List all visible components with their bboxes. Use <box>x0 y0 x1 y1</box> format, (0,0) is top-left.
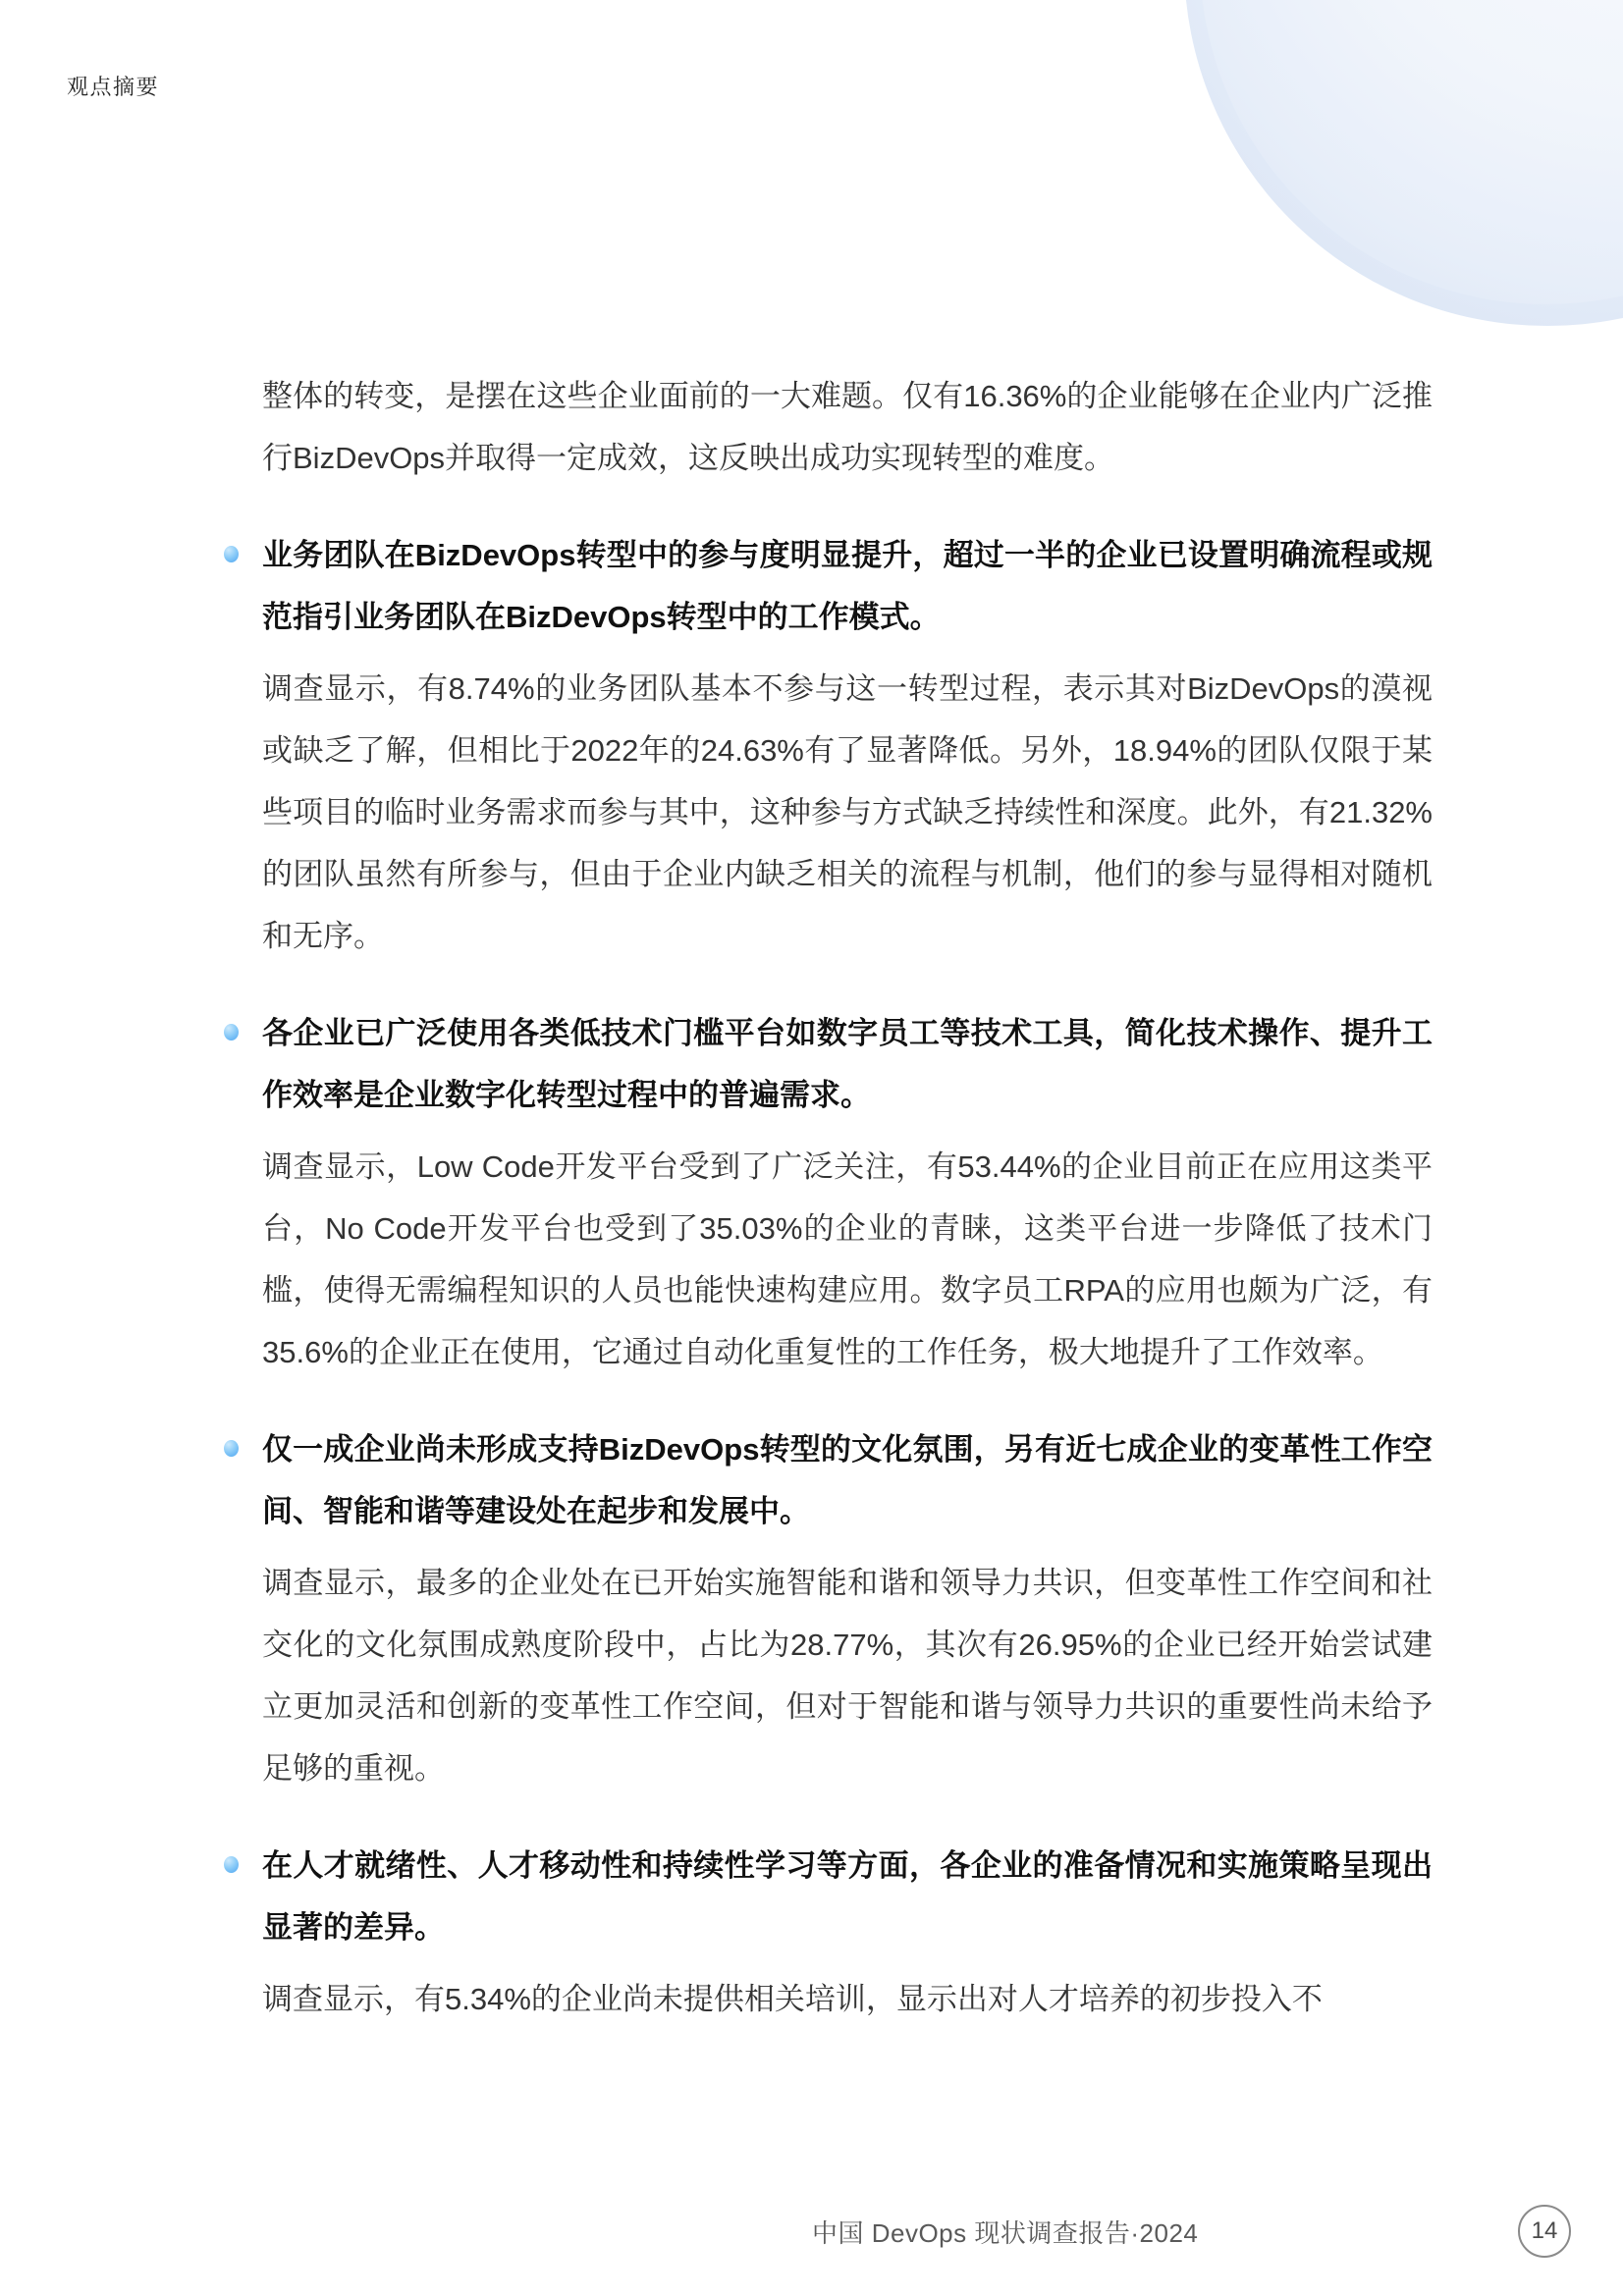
bullet-headline: 各企业已广泛使用各类低技术门槛平台如数字员工等技术工具，简化技术操作、提升工作效率是企业数字化转型过程中的普遍需求。 <box>262 1016 1433 1112</box>
bullet-body: 调查显示，Low Code开发平台受到了广泛关注，有53.44%的企业目前正在应用这类平台，No Code开发平台也受到了35.03%的企业的青睐，这类平台进一步降低了技术门槛，使得无需编程知识的人员也能快速构建应用。数字员工RPA的应用也颇为广泛，有35.6%的企业正在使用，它通过自动化重复性的工作任务，极大地提升了工作效率。 <box>262 1149 1433 1369</box>
bullet-headline: 仅一成企业尚未形成支持BizDevOps转型的文化氛围，另有近七成企业的变革性工作空间、智能和谐等建设处在起步和发展中。 <box>262 1432 1433 1528</box>
page-header: 观点摘要 <box>67 75 160 99</box>
decorative-circle <box>1200 0 1623 304</box>
bullet-headline: 在人才就绪性、人才移动性和持续性学习等方面，各企业的准备情况和实施策略呈现出显著的差异。 <box>262 1848 1433 1945</box>
intro-paragraph: 整体的转变，是摆在这些企业面前的一大难题。仅有16.36%的企业能够在企业内广泛推行BizDevOps并取得一定成效，这反映出成功实现转型的难度。 <box>262 379 1433 475</box>
bullet-item <box>262 1002 1433 1383</box>
bullet-item <box>262 524 1433 967</box>
bullet-item <box>262 1418 1433 1799</box>
bullet-dot-icon <box>224 546 239 562</box>
bullet-body: 调查显示，最多的企业处在已开始实施智能和谐和领导力共识，但变革性工作空间和社交化的文化氛围成熟度阶段中，占比为28.77%，其次有26.95%的企业已经开始尝试建立更加灵活和创新的变革性工作空间，但对于智能和谐与领导力共识的重要性尚未给予足够的重视。 <box>262 1566 1433 1786</box>
page-number-badge: 14 <box>1518 2205 1571 2258</box>
bullet-body: 调查显示，有8.74%的业务团队基本不参与这一转型过程，表示其对BizDevOps的漠视或缺乏了解，但相比于2022年的24.63%有了显著降低。另外，18.94%的团队仅限于某些项目的临时业务需求而参与其中，这种参与方式缺乏持续性和深度。此外，有21.32%的团队虽然有所参与，但由于企业内缺乏相关的流程与机制，他们的参与显得相对随机和无序。 <box>262 671 1433 953</box>
bullet-dot-icon <box>224 1440 239 1457</box>
bullet-item <box>262 1835 1433 2030</box>
bullet-body: 调查显示，有5.34%的企业尚未提供相关培训，显示出对人才培养的初步投入不 <box>262 1982 1323 2016</box>
bullet-headline: 业务团队在BizDevOps转型中的参与度明显提升，超过一半的企业已设置明确流程或规范指引业务团队在BizDevOps转型中的工作模式。 <box>262 538 1433 634</box>
bullet-dot-icon <box>224 1856 239 1873</box>
content-area <box>262 365 1433 2065</box>
footer-report-title: 中国 DevOps 现状调查报告·2024 <box>812 2218 1199 2248</box>
bullet-dot-icon <box>224 1024 239 1041</box>
